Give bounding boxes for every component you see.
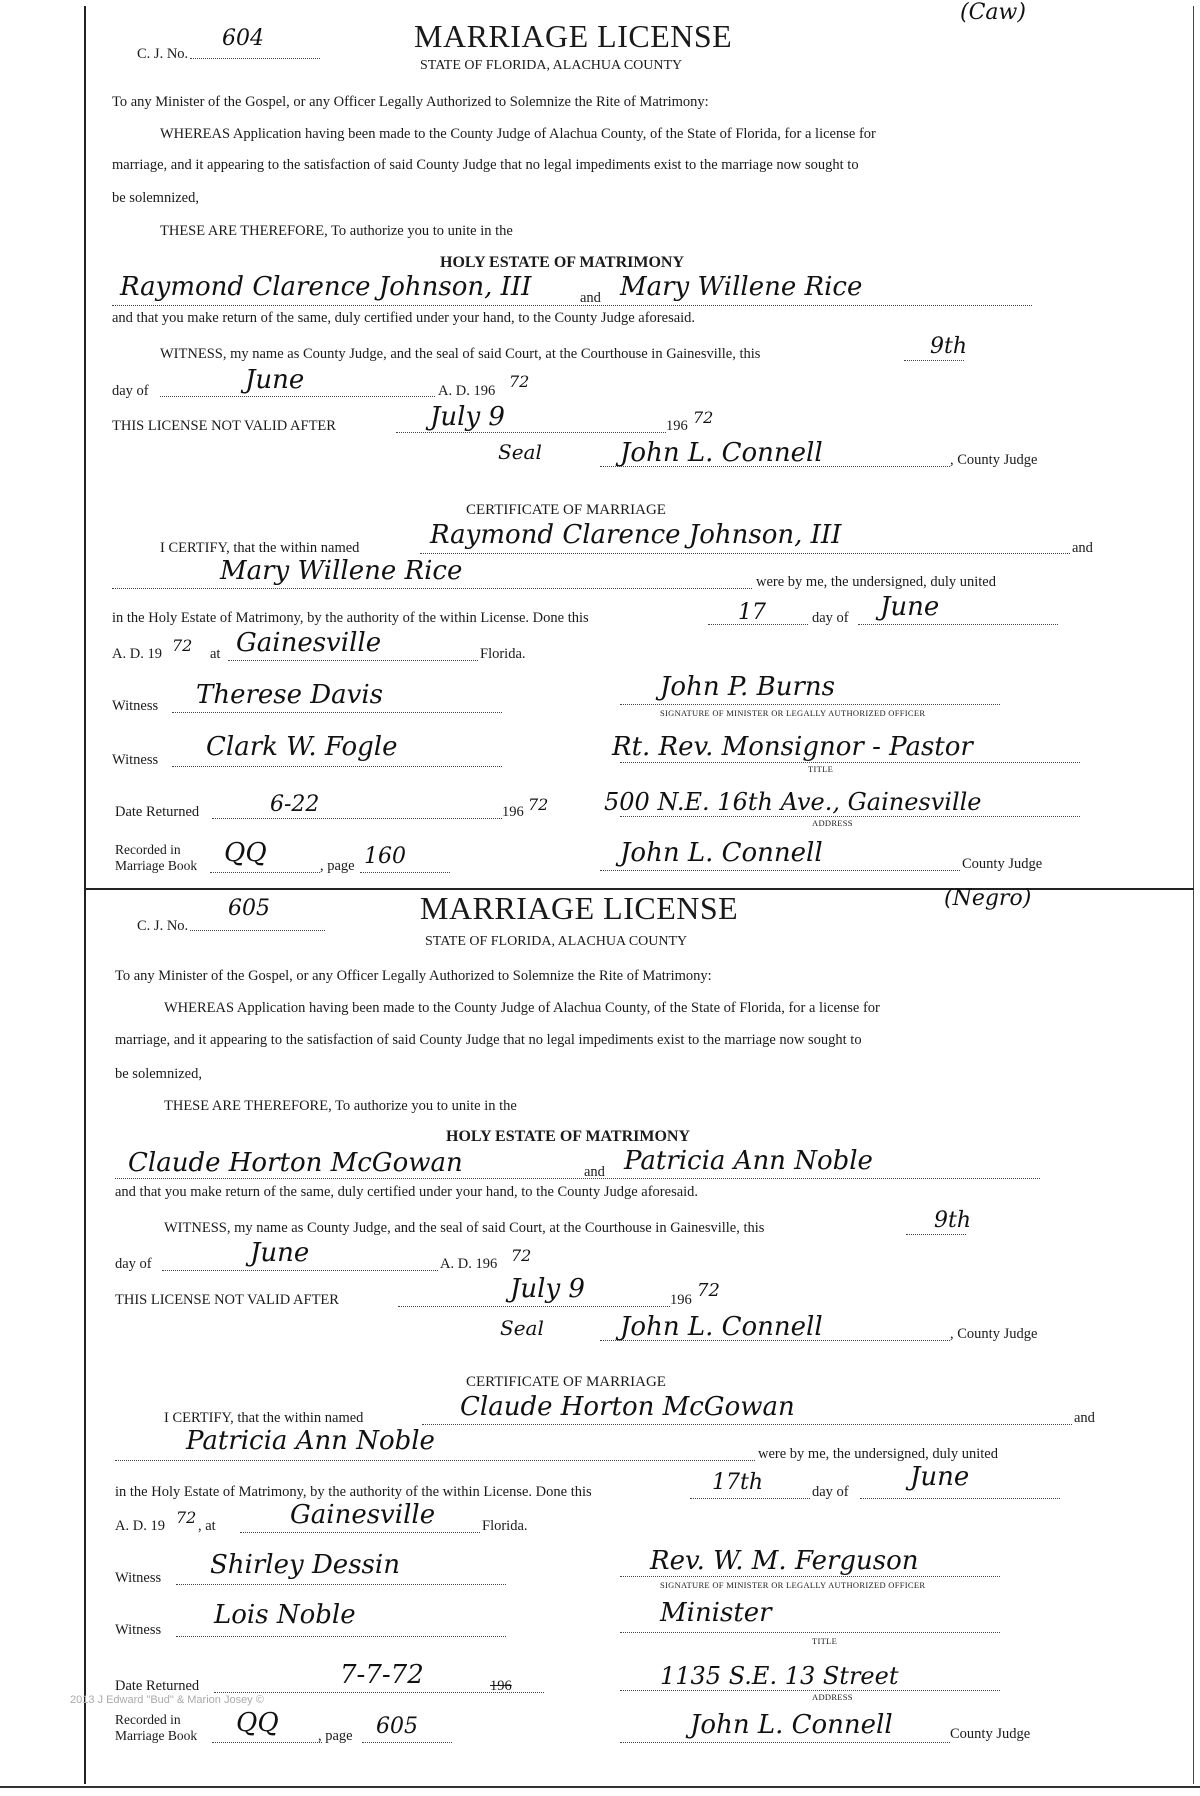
and-label: and [580,290,601,306]
cj-number: 604 [222,26,264,51]
judge-signature-2: John L. Connell [620,838,823,868]
and-label: and [584,1164,605,1180]
page-number: 160 [364,844,406,869]
officer-title: Rt. Rev. Monsignor - Pastor [612,732,973,762]
valid-until-date: July 9 [510,1274,585,1304]
ad2-year: 72 [172,636,193,655]
to-any-line: To any Minister of the Gospel, or any Officer Legally Authorized to Solemnize the Rite of Matrimony: [115,968,712,984]
whereas-line-2: marriage, and it appearing to the satisfaction of said County Judge that no legal impediments exist to the marriage now sought to [112,157,859,173]
valid-year-prefix: 196 [670,1292,692,1308]
place-name: Gainesville [290,1500,436,1530]
marriage-book-label: Marriage Book [115,1728,198,1743]
witness-line: WITNESS, my name as County Judge, and the seal of said Court, at the Courthouse in Gainesville, this [160,346,761,362]
recorded-in-label: Recorded in [115,1712,181,1727]
recorded-in-label: Recorded in [115,842,181,857]
witness-label-1: Witness [112,698,159,714]
cert-bride: Mary Willene Rice [220,556,463,586]
ad-label: A. D. 196 [438,383,496,399]
bride-name: Mary Willene Rice [620,272,863,302]
therefore-line: THESE ARE THEREFORE, To authorize you to unite in the [160,223,513,239]
not-valid-label: THIS LICENSE NOT VALID AFTER [112,418,336,434]
return-line: and that you make return of the same, duly certified under your hand, to the County Judge aforesaid. [112,310,696,326]
whereas-line-1: WHEREAS Application having been made to the County Judge of Alachua County, of the State of Florida, for a license for [164,1000,880,1016]
issue-year: 72 [511,1246,532,1265]
title-caption: TITLE [808,764,834,774]
valid-year: 72 [697,1280,720,1301]
officer-signature: John P. Burns [660,672,835,702]
marriage-book-label: Marriage Book [115,858,198,873]
united-label: were by me, the undersigned, duly united [758,1446,998,1462]
date-returned: 6-22 [270,792,320,817]
cert-and-label: and [1072,540,1093,556]
signature-caption: SIGNATURE OF MINISTER OR LEGALLY AUTHORIZED OFFICER [660,708,926,718]
holy-estate-heading: HOLY ESTATE OF MATRIMONY [446,1128,691,1145]
date-returned-label: Date Returned [115,804,200,820]
witness-2-name: Clark W. Fogle [206,732,398,762]
ad2-label: A. D. 19 [112,646,162,662]
whereas-line-3: be solemnized, [115,1066,202,1082]
county-judge-label: , County Judge [950,452,1038,468]
issue-day: 9th [930,334,968,359]
page-number: 605 [376,1714,418,1739]
issue-month: June [245,365,305,395]
title-caption: TITLE [812,1636,838,1646]
dr-year-prefix: 196 [502,804,524,820]
cj-label: C. J. No. [137,46,189,62]
cert-groom: Claude Horton McGowan [460,1392,795,1422]
groom-name: Raymond Clarence Johnson, III [120,272,532,302]
certify-label: I CERTIFY, that the within named [164,1410,364,1426]
ad2-year: 72 [176,1508,197,1527]
valid-until-date: July 9 [430,402,505,432]
officer-title: Minister [660,1598,772,1628]
bride-name: Patricia Ann Noble [624,1146,873,1176]
florida-label: Florida. [480,646,526,662]
done-month: June [880,592,940,622]
bottom-rule [0,1786,1200,1788]
day-of-label-2: day of [812,1484,849,1500]
issue-month: June [250,1238,310,1268]
whereas-line-1: WHEREAS Application having been made to the County Judge of Alachua County, of the State of Florida, for a license for [160,126,876,142]
copyright-watermark: 2013 J Edward "Bud" & Marion Josey © [70,1694,264,1706]
witness-label-1: Witness [115,1570,162,1586]
cj-label: C. J. No. [137,918,189,934]
book-letters: QQ [236,1708,279,1738]
holy-estate-heading: HOLY ESTATE OF MATRIMONY [440,254,685,271]
corner-note: (Negro) [944,886,1032,911]
cert-groom: Raymond Clarence Johnson, III [430,520,842,550]
witness-1-name: Therese Davis [196,680,383,710]
cert-and-label: and [1074,1410,1095,1426]
valid-year: 72 [693,408,714,427]
valid-year-prefix: 196 [666,418,688,434]
license-title: MARRIAGE LICENSE [420,890,739,926]
address-caption: ADDRESS [812,818,853,828]
state-line: STATE OF FLORIDA, ALACHUA COUNTY [420,58,683,73]
day-of-label-2: day of [812,610,849,626]
witness-2-name: Lois Noble [214,1600,356,1630]
seal-mark: Seal [500,1316,544,1340]
cert-bride: Patricia Ann Noble [186,1426,435,1456]
county-judge-label-2: County Judge [962,856,1043,872]
judge-signature: John L. Connell [620,1312,823,1342]
florida-label: Florida. [482,1518,528,1534]
place-name: Gainesville [236,628,382,658]
ad-label: A. D. 196 [440,1256,498,1272]
date-returned: 7-7-72 [340,1660,424,1690]
day-of-label: day of [112,383,149,399]
not-valid-label: THIS LICENSE NOT VALID AFTER [115,1292,339,1308]
dr-year: 72 [528,795,549,814]
corner-note: (Caw) [960,0,1026,25]
done-month: June [910,1462,970,1492]
witness-label-2: Witness [115,1622,162,1638]
day-of-label: day of [115,1256,152,1272]
certificate-title: CERTIFICATE OF MARRIAGE [466,502,666,518]
license-title: MARRIAGE LICENSE [414,18,733,54]
address-caption: ADDRESS [812,1692,853,1702]
dr-year-prefix: 196 [490,1678,512,1694]
certificate-title: CERTIFICATE OF MARRIAGE [466,1374,666,1390]
holy-estate-line: in the Holy Estate of Matrimony, by the authority of the within License. Done this [115,1484,592,1500]
officer-signature: Rev. W. M. Ferguson [650,1546,919,1576]
at-label: at [210,646,221,662]
return-line: and that you make return of the same, duly certified under your hand, to the County Judge aforesaid. [115,1184,699,1200]
witness-label-2: Witness [112,752,159,768]
book-letters: QQ [224,838,267,868]
page-label: , page [318,1728,353,1744]
witness-line: WITNESS, my name as County Judge, and the seal of said Court, at the Courthouse in Gainesville, this [164,1220,765,1236]
judge-signature: John L. Connell [620,438,823,468]
signature-caption: SIGNATURE OF MINISTER OR LEGALLY AUTHORIZED OFFICER [660,1580,926,1590]
county-judge-label-2: County Judge [950,1726,1031,1742]
issue-year: 72 [509,372,530,391]
page-label: , page [320,858,355,874]
whereas-line-3: be solemnized, [112,190,199,206]
certify-label: I CERTIFY, that the within named [160,540,360,556]
seal-mark: Seal [498,440,542,464]
therefore-line: THESE ARE THEREFORE, To authorize you to unite in the [164,1098,517,1114]
cj-number: 605 [228,896,270,921]
county-judge-label: , County Judge [950,1326,1038,1342]
done-day: 17 [738,600,766,625]
issue-day: 9th [934,1208,972,1233]
groom-name: Claude Horton McGowan [128,1148,463,1178]
judge-signature-2: John L. Connell [690,1710,893,1740]
holy-estate-line: in the Holy Estate of Matrimony, by the authority of the within License. Done this [112,610,589,626]
officer-address: 1135 S.E. 13 Street [660,1662,899,1690]
whereas-line-2: marriage, and it appearing to the satisfaction of said County Judge that no legal impediments exist to the marriage now sought to [115,1032,862,1048]
to-any-line: To any Minister of the Gospel, or any Officer Legally Authorized to Solemnize the Rite of Matrimony: [112,94,709,110]
state-line: STATE OF FLORIDA, ALACHUA COUNTY [425,934,688,949]
done-day: 17th [712,1470,764,1495]
officer-address: 500 N.E. 16th Ave., Gainesville [604,788,982,816]
united-label: were by me, the undersigned, duly united [756,574,996,590]
ad2-label: A. D. 19 [115,1518,165,1534]
at-label: , at [198,1518,216,1534]
date-returned-label: Date Returned [115,1678,200,1694]
witness-1-name: Shirley Dessin [210,1550,400,1580]
